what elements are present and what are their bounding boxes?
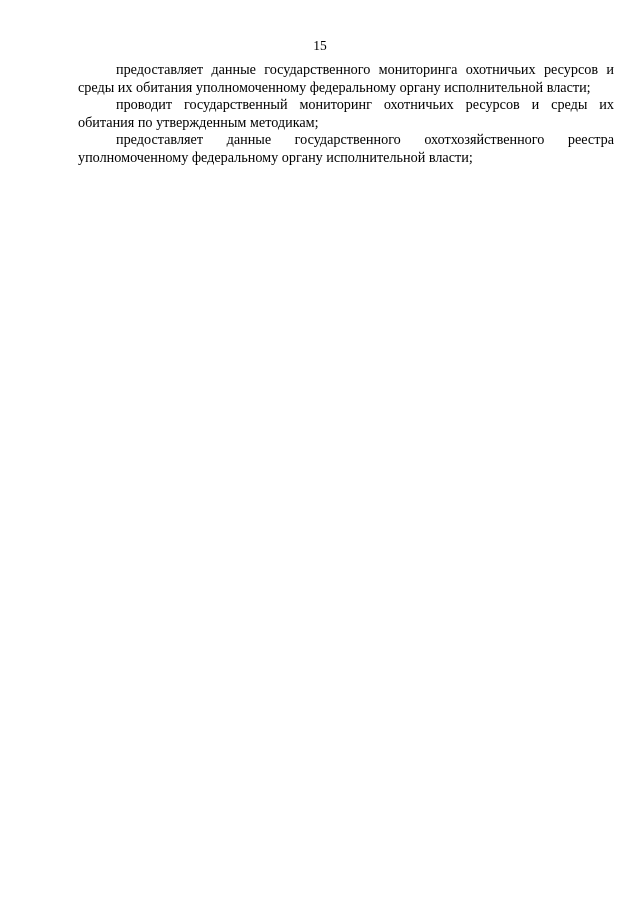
paragraph: предоставляет данные государственного охотхозяйственного реестра уполномоченному федеральному органу исполнительной власти; — [78, 132, 614, 166]
document-body — [78, 62, 614, 168]
paragraph: проводит государственный мониторинг охотничьих ресурсов и среды их обитания по утвержденным методикам; — [78, 97, 614, 131]
paragraph: предоставляет данные государственного мониторинга охотничьих ресурсов и среды их обитания уполномоченному федеральному органу исполнительной власти; — [78, 62, 614, 96]
page-number: 15 — [313, 38, 327, 53]
